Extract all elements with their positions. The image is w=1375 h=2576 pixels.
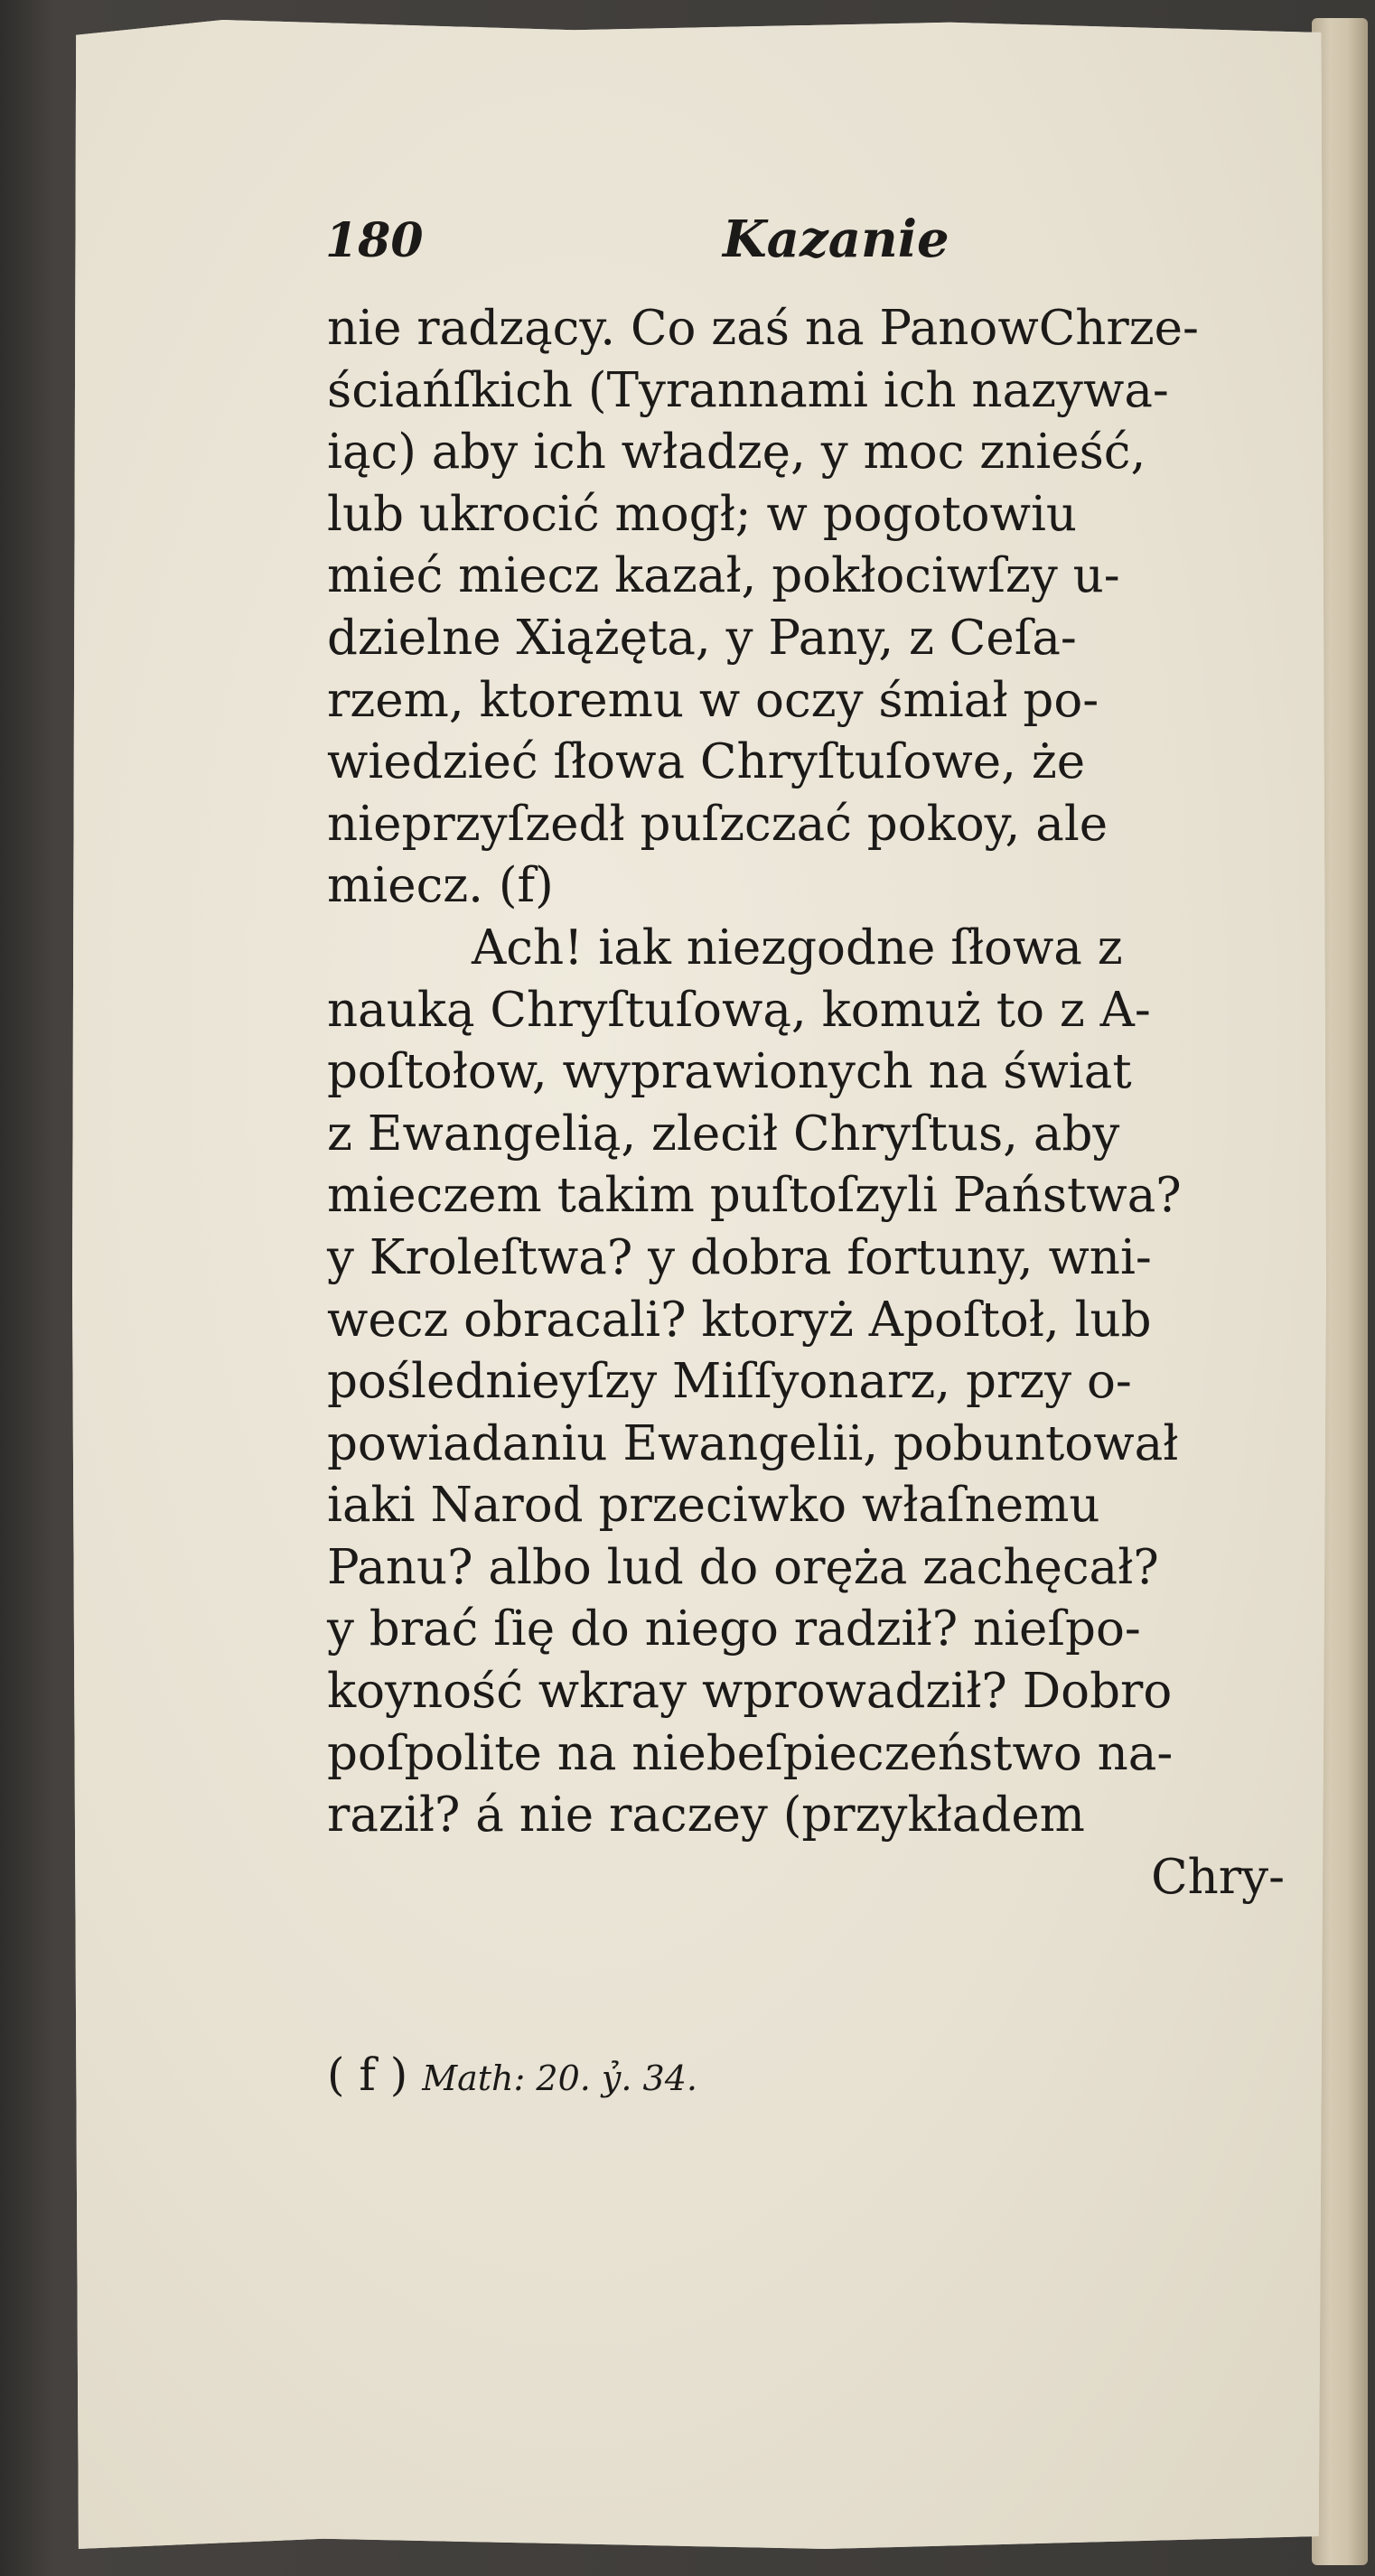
text-line: z Ewangelią, zlecił Chryſtus, aby bbox=[327, 1106, 1120, 1162]
text-line: rzem, ktoremu w oczy śmiał po- bbox=[327, 672, 1099, 728]
text-line: wiedzieć ſłowa Chryſtuſowe, że bbox=[327, 734, 1086, 790]
text-line: iąc) aby ich władzę, y moc znieść, bbox=[327, 425, 1146, 481]
text-line: miecz. (f) bbox=[327, 858, 554, 914]
page-number: 180 bbox=[325, 213, 424, 268]
text-line: nie radzący. Co zaś na PanowChrze- bbox=[327, 301, 1199, 356]
footnote bbox=[327, 2049, 697, 2101]
footnote-mark: ( f ) bbox=[327, 2049, 408, 2101]
text-line: poślednieyſzy Miſſyonarz, przy o- bbox=[327, 1354, 1132, 1410]
text-line: koyność wkray wprowadził? Dobro bbox=[327, 1664, 1173, 1720]
text-line: poſtołow, wyprawionych na świat bbox=[327, 1044, 1132, 1100]
running-title: Kazanie bbox=[723, 210, 949, 269]
text-line: Panu? albo lud do oręża zachęcał? bbox=[327, 1539, 1159, 1595]
text-line: raził? á nie raczey (przykładem bbox=[327, 1787, 1085, 1843]
footnote-reference: Math: 20. ỷ. 34. bbox=[422, 2058, 697, 2098]
text-line: wecz obracali? ktoryż Apoſtoł, lub bbox=[327, 1292, 1152, 1348]
text-line: dzielne Xiążęta, y Pany, z Ceſa- bbox=[327, 610, 1077, 666]
catchword: Chry- bbox=[1151, 1849, 1285, 1905]
body-text bbox=[327, 298, 1303, 1909]
text-line: nauką Chryſtuſową, komuż to z A- bbox=[327, 982, 1151, 1038]
text-line: nieprzyſzedł puſzczać pokoy, ale bbox=[327, 796, 1108, 852]
paragraph-first-line: Ach! iak niezgodne ſłowa z bbox=[472, 919, 1123, 975]
text-line: poſpolite na niebeſpieczeństwo na- bbox=[327, 1725, 1174, 1781]
text-line: mieczem takim puſtoſzyli Państwa? bbox=[327, 1168, 1182, 1224]
text-line: lub ukrocić mogł; w pogotowiu bbox=[327, 486, 1078, 542]
text-line: ściańſkich (Tyrannami ich nazywa- bbox=[327, 362, 1169, 418]
text-line: powiadaniu Ewangelii, pobuntował bbox=[327, 1415, 1179, 1471]
text-line: y Kroleſtwa? y dobra fortuny, wni- bbox=[327, 1229, 1152, 1285]
text-line: y brać ſię do niego radził? nieſpo- bbox=[327, 1601, 1141, 1657]
text-line: mieć miecz kazał, pokłociwſzy u- bbox=[327, 548, 1120, 604]
text-line: iaki Narod przeciwko właſnemu bbox=[327, 1478, 1100, 1534]
